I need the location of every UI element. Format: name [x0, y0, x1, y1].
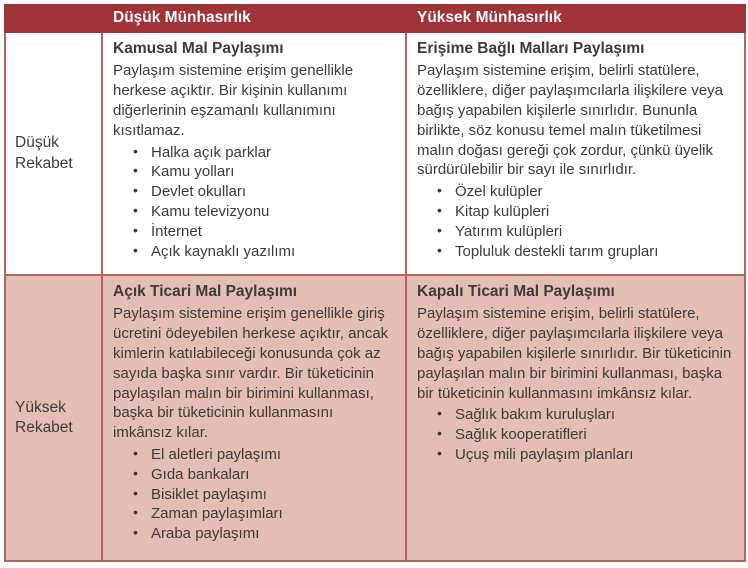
bullet-item	[125, 242, 395, 262]
bullet-item	[429, 242, 734, 262]
bullet-item	[429, 425, 734, 445]
bullet-text: Devlet okulları	[151, 183, 247, 201]
bullet-item	[125, 182, 395, 202]
column-header-low-exclusivity: Düşük Münhasırlık	[102, 5, 406, 32]
bullet-item	[125, 445, 395, 465]
bullet-text: Kamu yolları	[151, 163, 235, 181]
bullet-text: Gıda bankaları	[151, 465, 250, 483]
bullet-text: Yatırım kulüpleri	[455, 222, 563, 240]
row-header-low-rivalry: Düşük Rekabet	[5, 32, 102, 275]
cell-title: Kamusal Mal Paylaşımı	[113, 40, 284, 57]
bullet-item	[429, 182, 734, 202]
bullet-item	[125, 465, 395, 485]
bullet-icon: •	[437, 182, 442, 199]
bullet-item	[125, 143, 395, 163]
cell-paragraph: Paylaşım sistemine erişim genellikle giriş ücretini ödeyebilen herkese açıktır, ancak kimlerin katılabileceği konusunda çok az sayıda başka sınır vardır. Bir tüketicinin paylaşılan malın bir birimini kullanması, başka bir tüketicinin kullanmasını imkânsız kılar.	[113, 305, 389, 442]
column-header-high-exclusivity: Yüksek Münhasırlık	[406, 5, 745, 32]
bullet-item	[429, 202, 734, 222]
cell-title: Kapalı Ticari Mal Paylaşımı	[417, 283, 615, 300]
bullet-icon: •	[133, 202, 138, 219]
bullet-text: Araba paylaşımı	[151, 525, 260, 543]
bullet-text: Bisiklet paylaşımı	[151, 485, 267, 503]
bullet-text: Sağlık kooperatifleri	[455, 426, 587, 444]
bullet-item	[125, 485, 395, 505]
bullet-text: Topluluk destekli tarım grupları	[455, 242, 659, 260]
bullet-icon: •	[133, 524, 138, 541]
bullet-item	[429, 222, 734, 242]
bullet-item	[125, 162, 395, 182]
bullet-icon: •	[133, 182, 138, 199]
cell-paragraph: Paylaşım sistemine erişim genellikle herkese açıktır. Bir kişinin kullanımı diğerlerinin eşzamanlı kullanımını kısıtlamaz.	[113, 62, 354, 139]
cell-bullet-list	[113, 445, 395, 544]
bullet-icon: •	[133, 504, 138, 521]
bullet-item	[125, 504, 395, 524]
bullet-text: Açık kaynaklı yazılımı	[151, 242, 296, 260]
bullet-icon: •	[133, 142, 138, 159]
corner-header-cell	[5, 5, 102, 32]
bullet-icon: •	[437, 445, 442, 462]
sharing-goods-matrix-table	[4, 4, 746, 562]
table-row-low-rivalry	[5, 32, 745, 275]
bullet-text: Halka açık parklar	[151, 143, 272, 161]
bullet-icon: •	[133, 445, 138, 462]
bullet-icon: •	[437, 202, 442, 219]
bullet-text: Özel kulüpler	[455, 183, 543, 201]
bullet-text: El aletleri paylaşımı	[151, 446, 282, 464]
bullet-icon: •	[133, 464, 138, 481]
row-header-high-rivalry: Yüksek Rekabet	[5, 275, 102, 561]
bullet-icon: •	[133, 241, 138, 258]
cell-bullet-list	[417, 182, 734, 261]
cell-title: Erişime Bağlı Malları Paylaşımı	[417, 40, 645, 57]
cell-bullet-list	[113, 143, 395, 262]
bullet-text: Zaman paylaşımları	[151, 505, 283, 523]
cell-closed-commercial-goods	[406, 275, 745, 561]
bullet-icon: •	[437, 221, 442, 238]
bullet-text: Kamu televizyonu	[151, 203, 270, 221]
cell-title: Açık Ticari Mal Paylaşımı	[113, 283, 298, 300]
cell-access-goods	[406, 32, 745, 275]
bullet-icon: •	[437, 241, 442, 258]
bullet-item	[429, 405, 734, 425]
bullet-icon: •	[437, 405, 442, 422]
bullet-item	[125, 222, 395, 242]
cell-public-goods	[102, 32, 406, 275]
bullet-text: Kitap kulüpleri	[455, 203, 550, 221]
bullet-icon: •	[437, 425, 442, 442]
bullet-text: İnternet	[151, 222, 202, 240]
bullet-item	[125, 524, 395, 544]
bullet-item	[429, 445, 734, 465]
bullet-text: Uçuş mili paylaşım planları	[455, 446, 634, 464]
bullet-icon: •	[133, 162, 138, 179]
cell-paragraph: Paylaşım sistemine erişim, belirli statülere, özelliklere, diğer paylaşımcılarla ilişkilere veya bağış yapabilen kişilerle sınırlıdır. Bununla birlikte, söz konusu temel malın tüketilmesi malın doğası gereği çok zordur, çünkü üyelik sürdürülebilir bir sayı ile sınırlıdır.	[417, 62, 723, 179]
cell-paragraph: Paylaşım sistemine erişim, belirli statülere, özelliklere, diğer paylaşımcılarla ilişkilere veya bağış yapabilen kişilerle sınırlıdır. Bir tüketicinin paylaşılan malın bir birimini kullanması, başka bir tüketicinin kullanmasını imkânsız kılar.	[417, 305, 732, 402]
bullet-text: Sağlık bakım kuruluşları	[455, 406, 616, 424]
bullet-icon: •	[133, 484, 138, 501]
cell-open-commercial-goods	[102, 275, 406, 561]
bullet-icon: •	[133, 221, 138, 238]
table-row-high-rivalry	[5, 275, 745, 561]
bullet-item	[125, 202, 395, 222]
table-header-row	[5, 5, 745, 32]
cell-bullet-list	[417, 405, 734, 464]
